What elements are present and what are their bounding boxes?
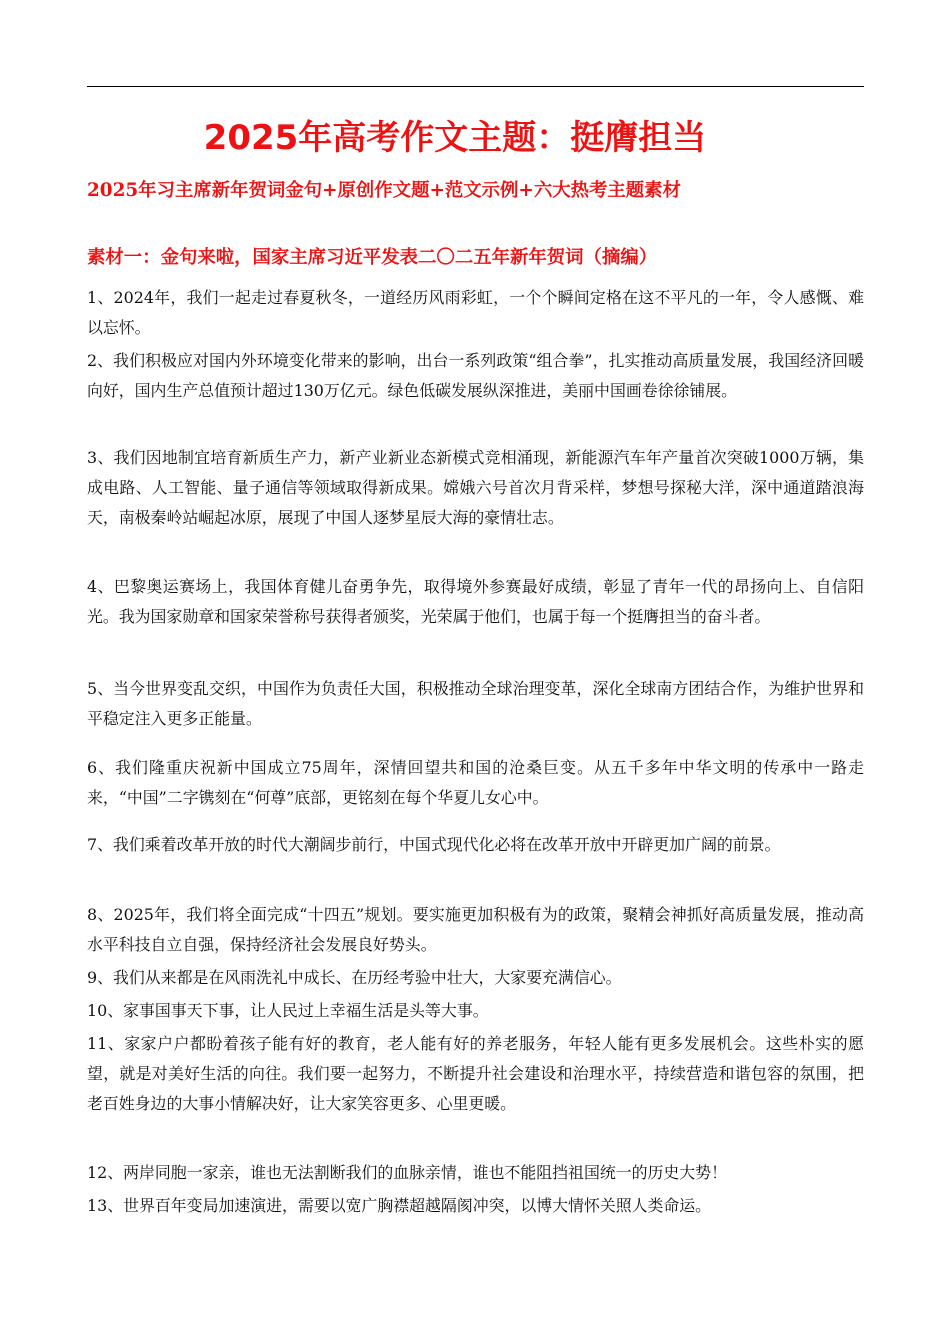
quote-paragraph-6: 6、我们隆重庆祝新中国成立75周年，深情回望共和国的沧桑巨变。从五千多年中华文明的传承中一路走来，“中国”二字镌刻在“何尊”底部，更铭刻在每个华夏儿女心中。 [87,758,864,807]
quote-paragraph-10: 10、家事国事天下事，让人民过上幸福生活是头等大事。 [87,1001,489,1020]
quote-paragraph-9: 9、我们从来都是在风雨洗礼中成长、在历经考验中壮大，大家要充满信心。 [87,968,622,987]
page-title: 2025年高考作文主题：挺膺担当 [203,118,707,158]
quote-paragraph-8: 8、2025年，我们将全面完成“十四五”规划。要实施更加积极有为的政策，聚精会神抓好高质量发展，推动高水平科技自立自强，保持经济社会发展良好势头。 [87,905,864,954]
page-subtitle: 2025年习主席新年贺词金句+原创作文题+范文示例+六大热考主题素材 [87,180,681,201]
section-heading: 素材一：金句来啦，国家主席习近平发表二〇二五年新年贺词（摘编） [87,247,658,268]
quote-paragraph-13: 13、世界百年变局加速演进，需要以宽广胸襟超越隔阂冲突，以博大情怀关照人类命运。 [87,1196,712,1215]
quote-paragraph-2: 2、我们积极应对国内外环境变化带来的影响，出台一系列政策“组合拳”，扎实推动高质量发展，我国经济回暖向好，国内生产总值预计超过130万亿元。绿色低碳发展纵深推进，美丽中国画卷徐徐铺展。 [87,351,864,400]
quote-paragraph-5: 5、当今世界变乱交织，中国作为负责任大国，积极推动全球治理变革，深化全球南方团结合作，为维护世界和平稳定注入更多正能量。 [87,679,864,728]
quote-paragraph-12: 12、两岸同胞一家亲，谁也无法割断我们的血脉亲情，谁也不能阻挡祖国统一的历史大势！ [87,1163,727,1182]
quote-paragraph-11: 11、家家户户都盼着孩子能有好的教育，老人能有好的养老服务，年轻人能有更多发展机会。这些朴实的愿望，就是对美好生活的向往。我们要一起努力，不断提升社会建设和治理水平，持续营造和谐包容的氛围，把老百姓身边的大事小情解决好，让大家笑容更多、心里更暖。 [87,1034,864,1113]
quote-paragraph-4: 4、巴黎奥运赛场上，我国体育健儿奋勇争先，取得境外参赛最好成绩，彰显了青年一代的昂扬向上、自信阳光。我为国家勋章和国家荣誉称号获得者颁奖，光荣属于他们，也属于每一个挺膺担当的奋斗者。 [87,577,864,626]
quote-paragraph-3: 3、我们因地制宜培育新质生产力，新产业新业态新模式竞相涌现，新能源汽车年产量首次突破1000万辆，集成电路、人工智能、量子通信等领域取得新成果。嫦娥六号首次月背采样，梦想号探秘大洋，深中通道踏浪海天，南极秦岭站崛起冰原，展现了中国人逐梦星辰大海的豪情壮志。 [87,448,864,527]
top-divider [87,86,864,87]
quote-paragraph-1: 1、2024年，我们一起走过春夏秋冬，一道经历风雨彩虹，一个个瞬间定格在这不平凡的一年，令人感慨、难以忘怀。 [87,288,864,337]
quote-paragraph-7: 7、我们乘着改革开放的时代大潮阔步前行，中国式现代化必将在改革开放中开辟更加广阔的前景。 [87,835,781,854]
